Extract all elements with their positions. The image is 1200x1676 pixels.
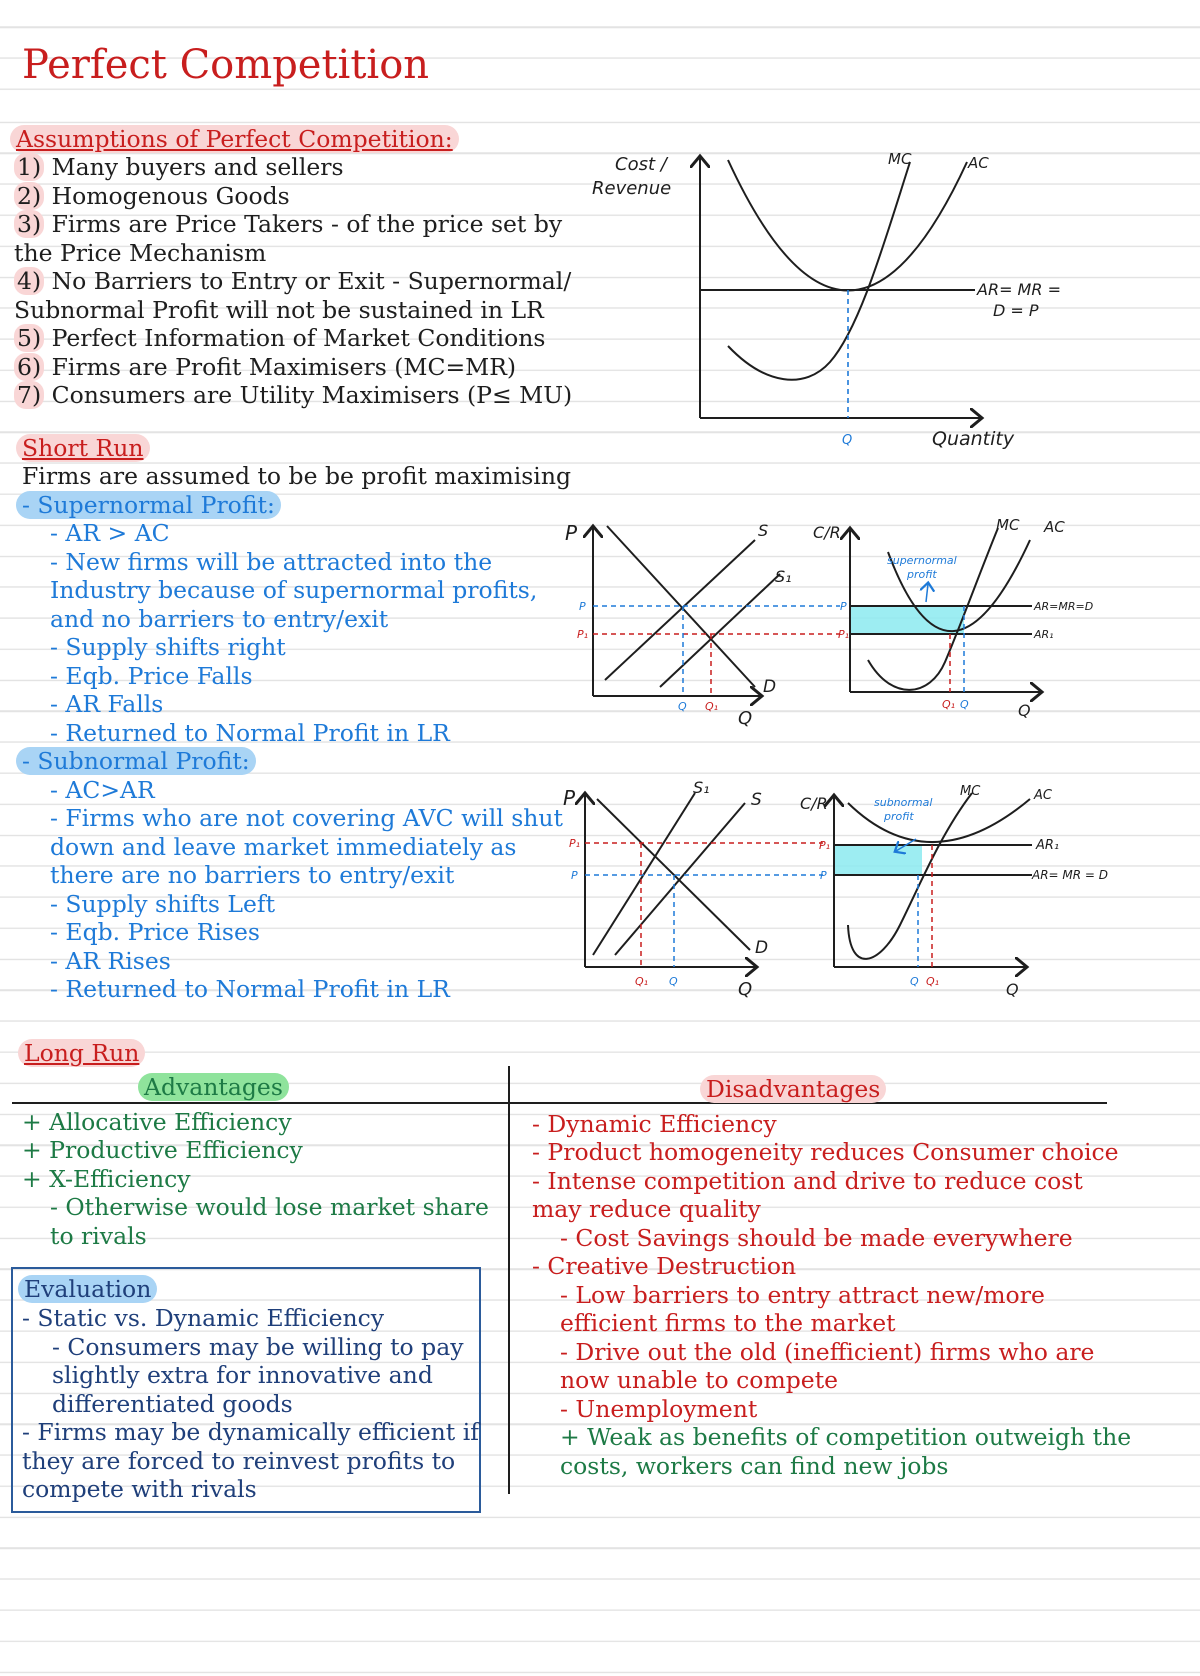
supply-curve-s <box>615 803 745 955</box>
assumption-item: 4) No Barriers to Entry or Exit - Supernormal/ <box>14 266 571 296</box>
supernormal-point: - AR Falls <box>50 690 164 718</box>
advantage-item: + Allocative Efficiency <box>22 1108 292 1136</box>
mc-label: MC <box>888 150 912 168</box>
subnormal-point: - AC>AR <box>50 776 155 804</box>
evaluation-item: they are forced to reinvest profits to <box>22 1447 456 1475</box>
cr-axis-label: C/R <box>813 523 841 542</box>
subnormal-point: there are no barriers to entry/exit <box>50 861 455 889</box>
subnormal-point: - Eqb. Price Rises <box>50 918 260 946</box>
subnormal-profit-area <box>834 845 922 875</box>
p1-tick: P₁ <box>838 628 850 641</box>
assumptions-heading: Assumptions of Perfect Competition: <box>10 124 459 154</box>
disadvantage-item: - Creative Destruction <box>532 1252 797 1280</box>
supernormal-heading: - Supernormal Profit: <box>16 490 281 520</box>
assumption-item: 3) Firms are Price Takers - of the price set by <box>14 209 562 239</box>
disadvantages-heading: Disadvantages <box>700 1074 886 1104</box>
subnormal-point: down and leave market immediately as <box>50 833 517 861</box>
mc-curve <box>728 162 910 380</box>
annotation-text: profit <box>884 810 914 823</box>
annotation-arrow <box>926 584 928 602</box>
q1-tick: Q₁ <box>705 700 719 713</box>
ar1-label: AR₁ <box>1036 838 1060 853</box>
evaluation-heading: Evaluation <box>18 1274 157 1304</box>
y-label: Cost / <box>615 154 667 175</box>
p-axis-label: P <box>565 521 578 545</box>
assumption-item: 1) Many buyers and sellers <box>14 152 344 182</box>
supply-shift-left-graph <box>555 775 815 1005</box>
q-axis-label: Q <box>1018 701 1031 720</box>
evaluation-item: differentiated goods <box>52 1390 293 1418</box>
q-axis-label: Q <box>738 708 753 729</box>
disadvantage-counterpoint: + Weak as benefits of competition outweigh the <box>560 1423 1132 1451</box>
p-tick: P <box>840 600 847 613</box>
ar1-label: AR₁ <box>1034 628 1054 641</box>
advantages-heading: Advantages <box>138 1072 289 1102</box>
q-tick: Q <box>842 433 853 448</box>
disadvantage-counterpoint: costs, workers can find new jobs <box>560 1452 949 1480</box>
disadvantage-item: - Unemployment <box>560 1395 758 1423</box>
mc-label: MC <box>960 784 981 799</box>
mc-label: MC <box>996 516 1020 534</box>
evaluation-item: - Static vs. Dynamic Efficiency <box>22 1304 385 1332</box>
subnormal-heading: - Subnormal Profit: <box>16 746 256 776</box>
supply-shift-right-graph <box>555 512 815 732</box>
cr-axis-label: C/R <box>800 794 828 813</box>
subnormal-point: - Firms who are not covering AVC will shut <box>50 804 563 832</box>
s-label: S <box>751 790 762 810</box>
cost-revenue-graph <box>592 150 1100 470</box>
disadvantage-item: - Drive out the old (inefficient) firms who are <box>560 1338 1095 1366</box>
p-axis-label: P <box>563 786 576 810</box>
d-label: D <box>755 938 769 958</box>
disadvantage-item: - Intense competition and drive to reduce cost <box>532 1167 1083 1195</box>
advantage-item: + Productive Efficiency <box>22 1136 303 1164</box>
disadvantage-item: - Low barriers to entry attract new/more <box>560 1281 1045 1309</box>
annotation-text: profit <box>907 568 937 581</box>
subnormal-profit-graph <box>800 775 1135 1005</box>
p1-tick: P₁ <box>577 628 589 641</box>
q-tick: Q <box>678 700 687 713</box>
ac-label: AC <box>1034 788 1052 803</box>
annotation-text: subnormal <box>874 796 933 809</box>
y-label: Revenue <box>592 178 672 199</box>
disadvantage-item: - Dynamic Efficiency <box>532 1110 777 1138</box>
supernormal-point: - AR > AC <box>50 519 170 547</box>
q-axis-label: Q <box>738 979 753 1000</box>
supernormal-point: and no barriers to entry/exit <box>50 605 389 633</box>
evaluation-item: - Firms may be dynamically efficient if <box>22 1418 479 1446</box>
s1-label: S₁ <box>693 778 710 797</box>
ac-curve <box>728 160 967 291</box>
q-tick: Q <box>910 975 919 988</box>
supernormal-point: - Eqb. Price Falls <box>50 662 253 690</box>
q1-tick: Q₁ <box>942 698 956 711</box>
annotation-text: supernormal <box>887 554 957 567</box>
p1-tick: P₁ <box>819 839 831 852</box>
assumption-item: Subnormal Profit will not be sustained in LR <box>14 296 544 324</box>
ar-label: AR= MR = <box>977 280 1061 299</box>
assumption-item: 5) Perfect Information of Market Conditions <box>14 323 546 353</box>
supply-curve-s1 <box>593 793 695 955</box>
ar-mr-d-label: AR=MR=D <box>1034 600 1094 613</box>
disadvantage-item: - Cost Savings should be made everywhere <box>560 1224 1073 1252</box>
supernormal-point: - Supply shifts right <box>50 633 286 661</box>
x-label: Quantity <box>932 428 1015 450</box>
long-run-heading: Long Run <box>18 1038 145 1068</box>
page-title: Perfect Competition <box>22 42 430 88</box>
p-tick: P <box>579 600 586 613</box>
p-tick: P <box>571 869 578 882</box>
subnormal-point: - Returned to Normal Profit in LR <box>50 975 450 1003</box>
demand-curve <box>597 799 750 950</box>
ac-label: AC <box>968 154 989 172</box>
s-label: S <box>758 521 769 540</box>
q1-tick: Q₁ <box>926 975 940 988</box>
disadvantage-item: - Product homogeneity reduces Consumer choice <box>532 1138 1119 1166</box>
assumption-item: 7) Consumers are Utility Maximisers (P≤ MU) <box>14 380 572 410</box>
supernormal-point: - New firms will be attracted into the <box>50 548 493 576</box>
advantage-item: - Otherwise would lose market share <box>50 1193 489 1221</box>
ar-label: D = P <box>993 301 1039 320</box>
table-divider <box>508 1066 510 1494</box>
evaluation-item: slightly extra for innovative and <box>52 1361 433 1389</box>
p-tick: P <box>820 869 827 882</box>
disadvantage-item: may reduce quality <box>532 1195 761 1223</box>
ar-mr-d-label: AR= MR = D <box>1032 868 1109 882</box>
ac-label: AC <box>1044 518 1065 536</box>
assumption-item: 6) Firms are Profit Maximisers (MC=MR) <box>14 352 516 382</box>
q-tick: Q <box>960 698 969 711</box>
short-run-intro: Firms are assumed to be be profit maximising <box>22 462 571 490</box>
subnormal-point: - AR Rises <box>50 947 171 975</box>
s1-label: S₁ <box>775 567 792 586</box>
evaluation-item: compete with rivals <box>22 1475 257 1503</box>
advantage-item: to rivals <box>50 1222 147 1250</box>
q1-tick: Q₁ <box>635 975 649 988</box>
d-label: D <box>763 677 777 697</box>
short-run-heading: Short Run <box>16 433 150 463</box>
supernormal-point: Industry because of supernormal profits, <box>50 576 538 604</box>
q-axis-label: Q <box>1006 980 1019 999</box>
disadvantage-item: now unable to compete <box>560 1366 839 1394</box>
p1-tick: P₁ <box>569 837 581 850</box>
supply-curve-s1 <box>660 574 780 687</box>
advantage-item: + X-Efficiency <box>22 1165 191 1193</box>
assumption-item: the Price Mechanism <box>14 239 267 267</box>
assumption-item: 2) Homogenous Goods <box>14 181 290 211</box>
disadvantage-item: efficient firms to the market <box>560 1309 896 1337</box>
q-tick: Q <box>669 975 678 988</box>
supply-curve-s <box>605 540 755 680</box>
supernormal-point: - Returned to Normal Profit in LR <box>50 719 450 747</box>
supernormal-profit-graph <box>800 512 1135 732</box>
evaluation-item: - Consumers may be willing to pay <box>52 1333 464 1361</box>
subnormal-point: - Supply shifts Left <box>50 890 276 918</box>
table-header-rule <box>12 1102 1107 1104</box>
